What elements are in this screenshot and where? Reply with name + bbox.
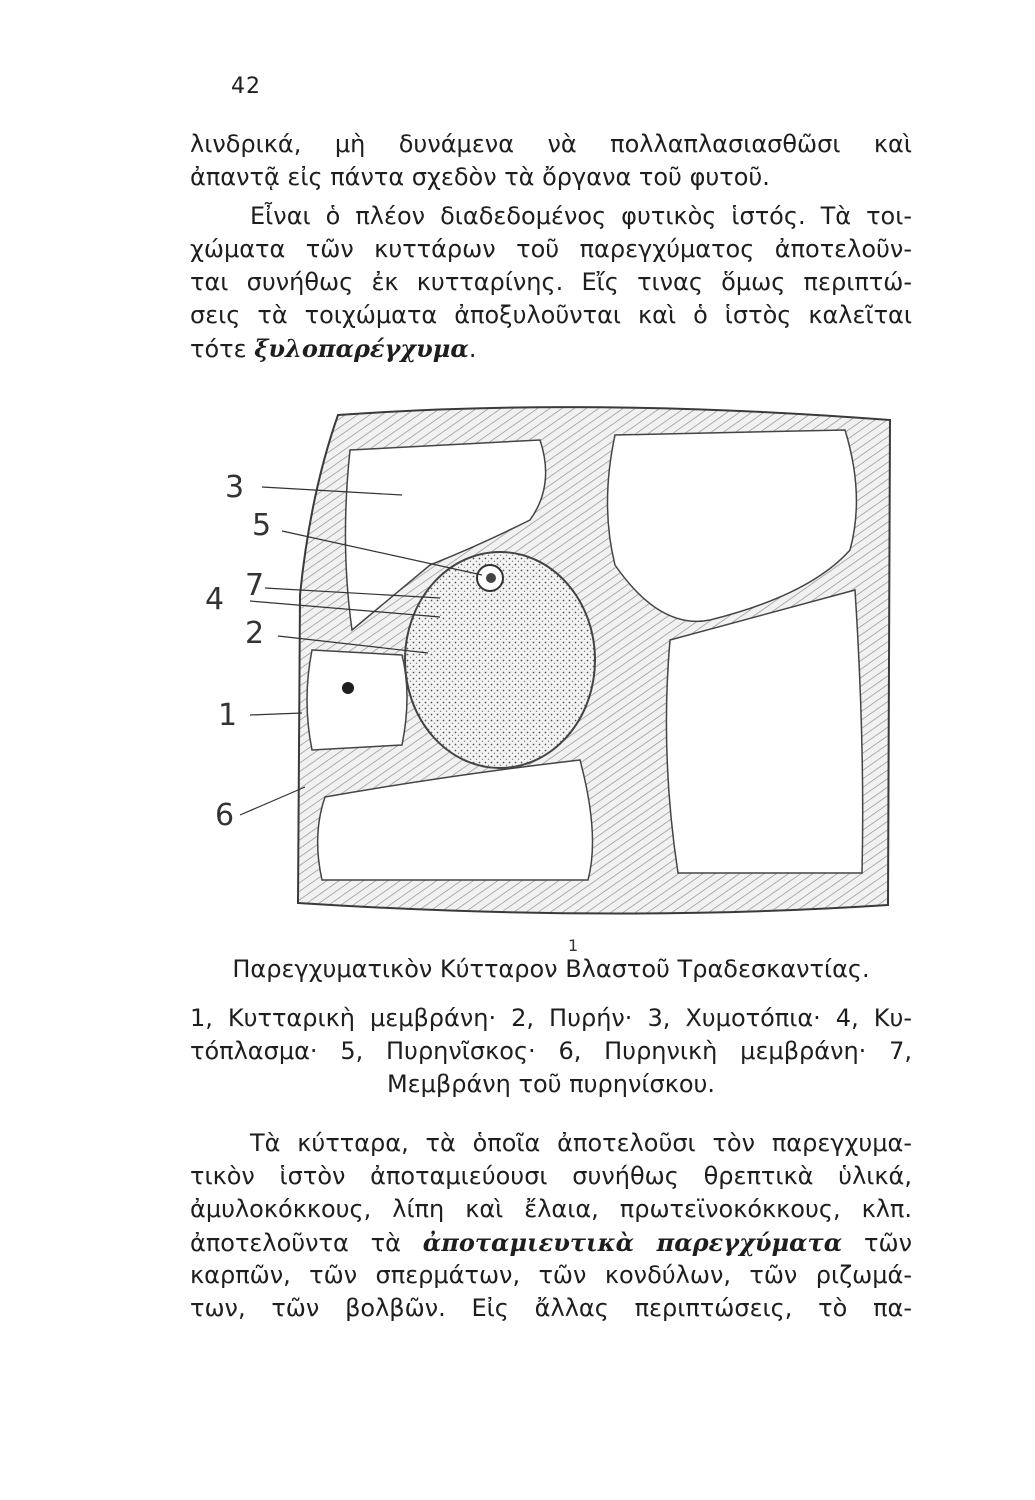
text-line: ἀμυλοκόκκους, λίπη καὶ ἔλαια, πρωτεϊνοκόκκους, κλπ. (190, 1195, 912, 1223)
cell-diagram (190, 395, 920, 955)
text-line: χώματα τῶν κυττάρων τοῦ παρεγχύματος ἀποτελοῦν- (190, 235, 912, 263)
legend-line: Μεμβράνη τοῦ πυρηνίσκου. (386, 1070, 716, 1098)
figure-label-2: 2 (245, 616, 265, 651)
figure-label-3: 3 (225, 470, 245, 505)
text-line: τικὸν ἱστὸν ἀποταμιεύουσι συνήθως θρεπτικὰ ὑλικά, (190, 1162, 912, 1190)
figure-bottom-mark: 1 (568, 936, 579, 955)
figure-label-4: 4 (205, 582, 225, 617)
text-line: ἀπαντᾷ εἰς πάντα σχεδὸν τὰ ὄργανα τοῦ φυτοῦ. (190, 163, 770, 191)
line-prefix: ἀποτελοῦντα τὰ (190, 1229, 401, 1257)
figure-label-6: 6 (215, 798, 235, 833)
text-line: ται συνήθως ἐκ κυτταρίνης. Εἴς τινας ὅμως περιπτώ- (190, 268, 912, 296)
text-line (190, 1226, 912, 1259)
legend-line: τόπλασμα· 5, Πυρηνῖσκος· 6, Πυρηνικὴ μεμβράνη· 7, (190, 1037, 912, 1065)
vacuole-left (307, 650, 407, 750)
legend-line: 1, Κυτταρικὴ μεμβράνη· 2, Πυρήν· 3, Χυμοτόπια· 4, Κυ- (190, 1004, 912, 1032)
nucleolus-core (486, 573, 496, 583)
text-line (190, 332, 912, 365)
vacuole-right (666, 590, 862, 873)
term-storage-parenchyma: ἀποταμιευτικὰ παρεγχύματα (422, 1228, 843, 1257)
paragraph-2 (190, 200, 912, 365)
figure-label-5: 5 (252, 508, 272, 543)
figure-legend (190, 1002, 912, 1101)
vacuole-dot (342, 682, 354, 694)
text-line: Εἶναι ὁ πλέον διαδεδομένος φυτικὸς ἱστός. Τὰ τοι- (250, 202, 912, 230)
text-line: καρπῶν, τῶν σπερμάτων, τῶν κονδύλων, τῶν ριζωμά- (190, 1261, 912, 1289)
text-line: Τὰ κύτταρα, τὰ ὁποῖα ἀποτελοῦσι τὸν παρεγχυμα- (250, 1129, 912, 1157)
term-xyloparenchyma: ξυλοπαρέγχυμα (254, 334, 469, 363)
text-line: των, τῶν βολβῶν. Εἰς ἄλλας περιπτώσεις, τὸ πα- (190, 1294, 912, 1322)
paragraph-1 (190, 128, 912, 194)
page-number: 42 (231, 74, 261, 99)
line-suffix: . (468, 335, 477, 363)
figure-label-7: 7 (245, 568, 265, 603)
text-line: λινδρικά, μὴ δυνάμενα νὰ πολλαπλασιασθῶσι καὶ (190, 130, 912, 158)
text-line: σεις τὰ τοιχώματα ἀποξυλοῦνται καὶ ὁ ἱστὸς καλεῖται (190, 301, 912, 329)
line-suffix: τῶν (864, 1229, 912, 1257)
line-prefix: τότε (190, 335, 247, 363)
paragraph-3 (190, 1127, 912, 1325)
figure-label-1: 1 (218, 698, 238, 733)
figure-caption-title: Παρεγχυματικὸν Κύτταρον Βλαστοῦ Τραδεσκαντίας. (232, 955, 870, 983)
